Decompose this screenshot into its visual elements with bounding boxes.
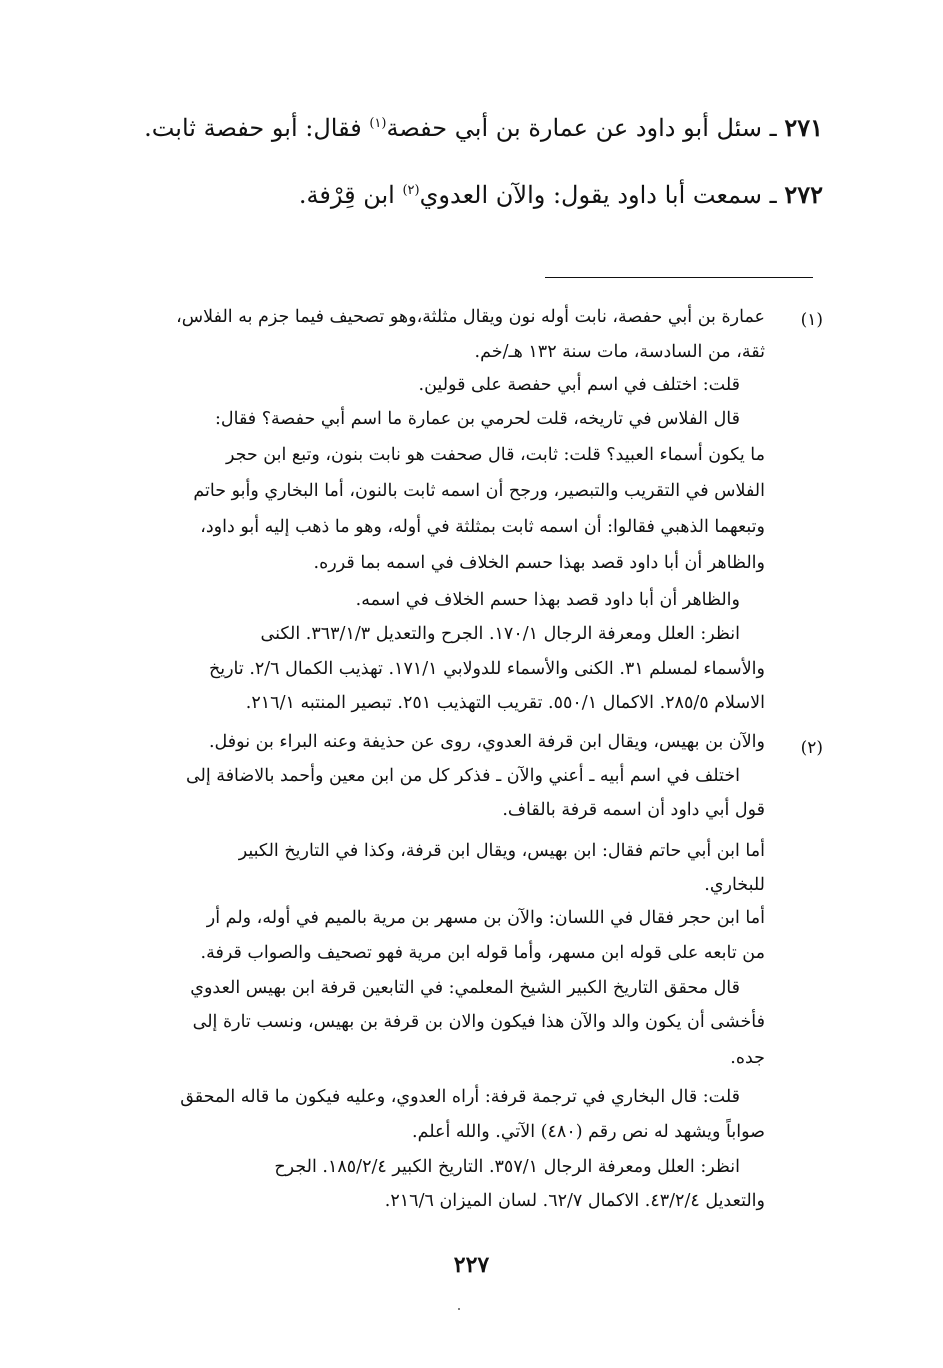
entry-dash: ـ xyxy=(769,181,777,209)
footnote-line: اختلف في اسم أبيه ـ أعني والآن ـ فذكر كل من ابن معين وأحمد بالاضافة إلى xyxy=(185,766,740,786)
footnote-line: أما ابن حجر فقال في اللسان: والآن بن مسهر بن مرية بالميم في أوله، ولم أر xyxy=(206,908,765,928)
footnote-line: الاسلام ٢٨٥/٥. الاكمال ٥٥٠/١. تقريب التهذيب ٢٥١. تبصير المنتبه ٢١٦/١. xyxy=(245,693,765,713)
footnote-line: أما ابن أبي حاتم فقال: ابن بهيس، ويقال ابن قرفة، وكذا في التاريخ الكبير xyxy=(238,841,765,861)
footnote-line: عمارة بن أبي حفصة، نابت أوله نون ويقال مثلثة،وهو تصحيف فيما جزم به الفلاس، xyxy=(176,307,765,327)
footnote-line: ما يكون أسماء العبيد؟ قلت: ثابت، قال صحفت هو نابت بنون، وتبع ابن حجر xyxy=(225,445,765,465)
footnote-line: للبخاري. xyxy=(704,875,765,895)
scan-speck xyxy=(458,1308,460,1310)
footnote-line: قول أبي داود أن اسمه قرفة بالقاف. xyxy=(502,800,765,820)
entry-number: ٢٧١ xyxy=(784,113,823,142)
entry-number: ٢٧٢ xyxy=(784,180,823,209)
page-number: ٢٢٧ xyxy=(453,1252,490,1278)
footnote-line: والظاهر أن أبا داود قصد بهذا حسم الخلاف في اسمه بما قرره. xyxy=(313,553,765,573)
footnote-reference[interactable]: (٢) xyxy=(402,183,420,198)
footnote-line: والآن بن بهيس، ويقال ابن قرفة العدوي، روى عن حذيفة وعنه البراء بن نوفل. xyxy=(208,732,765,752)
entry-dash: ـ xyxy=(769,114,777,142)
footnote-line: من تابعه على قوله ابن مسهر، وأما قوله ابن مرية فهو تصحيف والصواب قرفة. xyxy=(200,943,765,963)
entry-272 xyxy=(123,180,823,210)
entry-text-continued: فقال: أبو حفصة ثابت. xyxy=(144,114,370,142)
footnote-line: وتبعهما الذهبي فقالوا: أن اسمه ثابت بمثلثة في أوله، وهو ما ذهب إليه أبو داود، xyxy=(200,517,765,537)
entry-271 xyxy=(123,113,823,143)
footnote-line: انظر: العلل ومعرفة الرجال ١٧٠/١. الجرح والتعديل ٣٦٣/١/٣. الكنى xyxy=(260,624,740,644)
footnote-line: قلت: اختلف في اسم أبي حفصة على قولين. xyxy=(418,375,740,395)
footnote-line: فأخشى أن يكون والد والآن هذا فيكون والان بن قرفة بن بهيس، ونسب تارة إلى xyxy=(192,1012,765,1032)
entry-text: سمعت أبا داود يقول: والآن العدوي xyxy=(419,181,763,209)
footnote-line: والظاهر أن أبا داود قصد بهذا حسم الخلاف في اسمه. xyxy=(355,590,740,610)
entry-text-continued: ابن قِرْفة. xyxy=(298,181,403,209)
entry-text: سئل أبو داود عن عمارة بن أبي حفصة xyxy=(386,114,763,142)
footnote-line: قال محقق التاريخ الكبير الشيخ المعلمي: في التابعين قرفة ابن بهيس العدوي xyxy=(190,978,740,998)
footnote-reference[interactable]: (١) xyxy=(369,116,387,131)
footnote-1-marker: (١) xyxy=(800,310,823,330)
footnote-line: والتعديل ٤٣/٢/٤. الاكمال ٦٢/٧. لسان الميزان ٢١٦/٦. xyxy=(384,1191,765,1211)
footnote-line: قلت: قال البخاري في ترجمة قرفة: أراه العدوي، وعليه فيكون ما قاله المحقق xyxy=(180,1087,740,1107)
footnote-line: ثقة، من السادسة، مات سنة ١٣٢ هـ/خم. xyxy=(474,342,765,362)
footnote-line: صواباً ويشهد له نص رقم (٤٨٠) الآتي. والله أعلم. xyxy=(412,1122,765,1142)
footnote-line: جده. xyxy=(730,1048,765,1068)
footnote-2-marker: (٢) xyxy=(800,738,823,758)
footnote-line: قال الفلاس في تاريخه، قلت لحرمي بن عمارة ما اسم أبي حفصة؟ فقال: xyxy=(215,409,740,429)
footnote-line: الفلاس في التقريب والتبصير، ورجح أن اسمه ثابت بالنون، أما البخاري وأبو حاتم xyxy=(193,481,765,501)
footnote-line: والأسماء لمسلم ٣١. الكنى والأسماء للدولابي ١٧١/١. تهذيب الكمال ٢/٦. تاريخ xyxy=(208,659,765,679)
footnote-line: انظر: العلل ومعرفة الرجال ٣٥٧/١. التاريخ الكبير ١٨٥/٢/٤. الجرح xyxy=(274,1157,740,1177)
footnote-separator xyxy=(545,277,813,278)
